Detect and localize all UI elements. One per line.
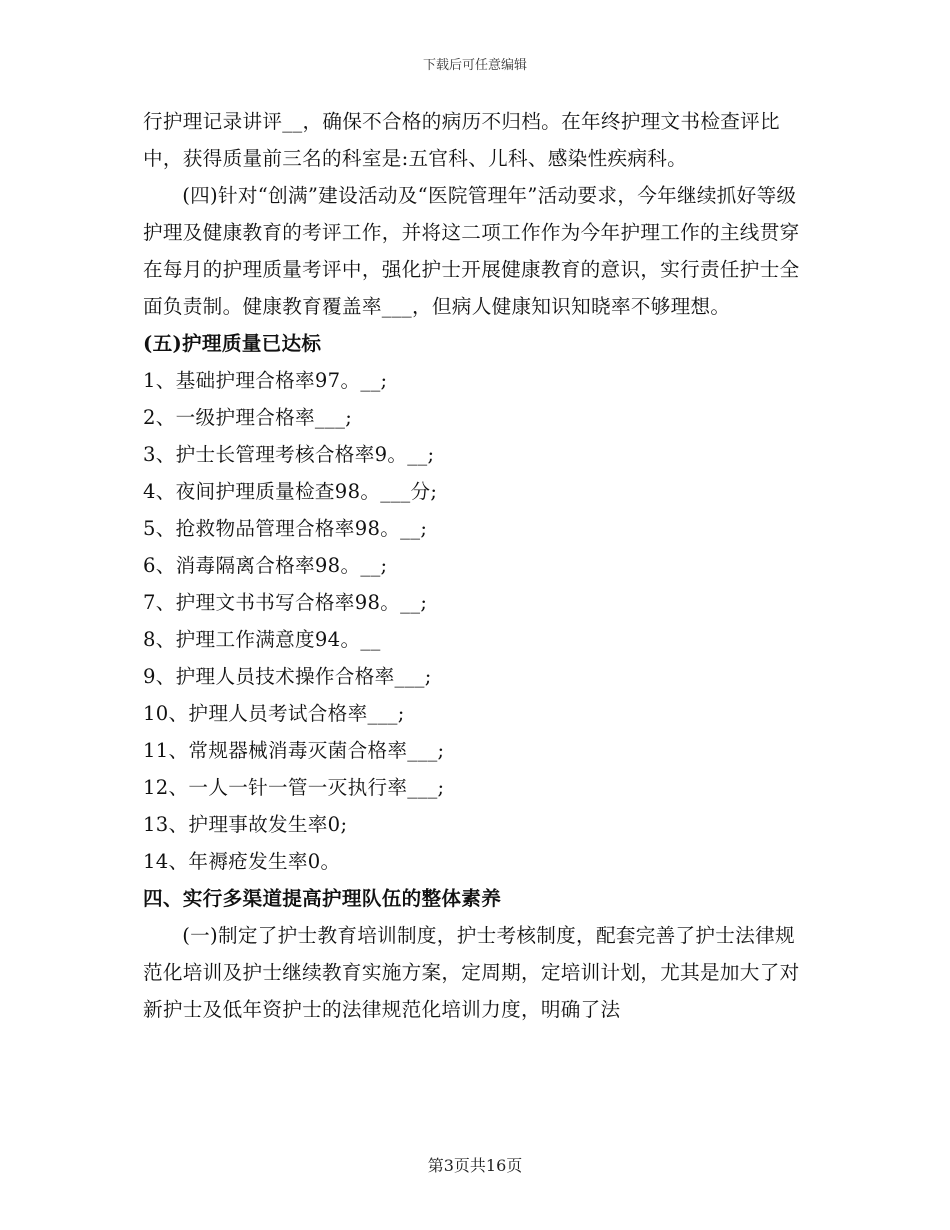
list-item: 11、常规器械消毒灭菌合格率___;: [143, 739, 445, 762]
list-item: 3、护士长管理考核合格率9。__;: [143, 443, 435, 466]
list-item: 1、基础护理合格率97。__;: [143, 369, 388, 392]
page-number-footer: 第3页共16页: [427, 1156, 523, 1175]
section-heading-4: 四、实行多渠道提高护理队伍的整体素养: [143, 887, 502, 910]
subheading-quality-targets: (五)护理质量已达标: [143, 332, 322, 355]
list-item: 12、一人一针一管一灭执行率___;: [143, 776, 445, 799]
list-item: 8、护理工作满意度94。__: [143, 628, 381, 651]
page-header-note: 下载后可任意编辑: [422, 58, 527, 73]
paragraph-section-4: (四)针对“创满”建设活动及“医院管理年”活动要求，今年继续抓好等级护理及健康教育的考评工作，并将这二项工作作为今年护理工作的主线贯穿在每月的护理质量考评中，强化护士开展健康教育的意识，实行责任护士全面负责制。健康教育覆盖率___，但病人健康知识知晓率不够理想。: [143, 184, 800, 318]
list-item: 2、一级护理合格率___;: [143, 406, 353, 429]
list-item: 7、护理文书书写合格率98。__;: [143, 591, 428, 614]
paragraph-continued: 行护理记录讲评__，确保不合格的病历不归档。在年终护理文书检查评比中，获得质量前三名的科室是:五官科、儿科、感染性疾病科。: [143, 110, 780, 170]
list-item: 5、抢救物品管理合格率98。__;: [143, 517, 428, 540]
document-body: [143, 103, 808, 1028]
list-item: 9、护理人员技术操作合格率___;: [143, 665, 432, 688]
list-item: 14、年褥疮发生率0。: [143, 850, 341, 873]
list-item: 4、夜间护理质量检查98。___分;: [143, 480, 438, 503]
list-item: 10、护理人员考试合格率___;: [143, 702, 405, 725]
list-item: 13、护理事故发生率0;: [143, 813, 348, 836]
paragraph-training: (一)制定了护士教育培训制度，护士考核制度，配套完善了护士法律规范化培训及护士继续教育实施方案，定周期，定培训计划，尤其是加大了对新护士及低年资护士的法律规范化培训力度，明确了法: [143, 924, 800, 1021]
list-item: 6、消毒隔离合格率98。__;: [143, 554, 388, 577]
